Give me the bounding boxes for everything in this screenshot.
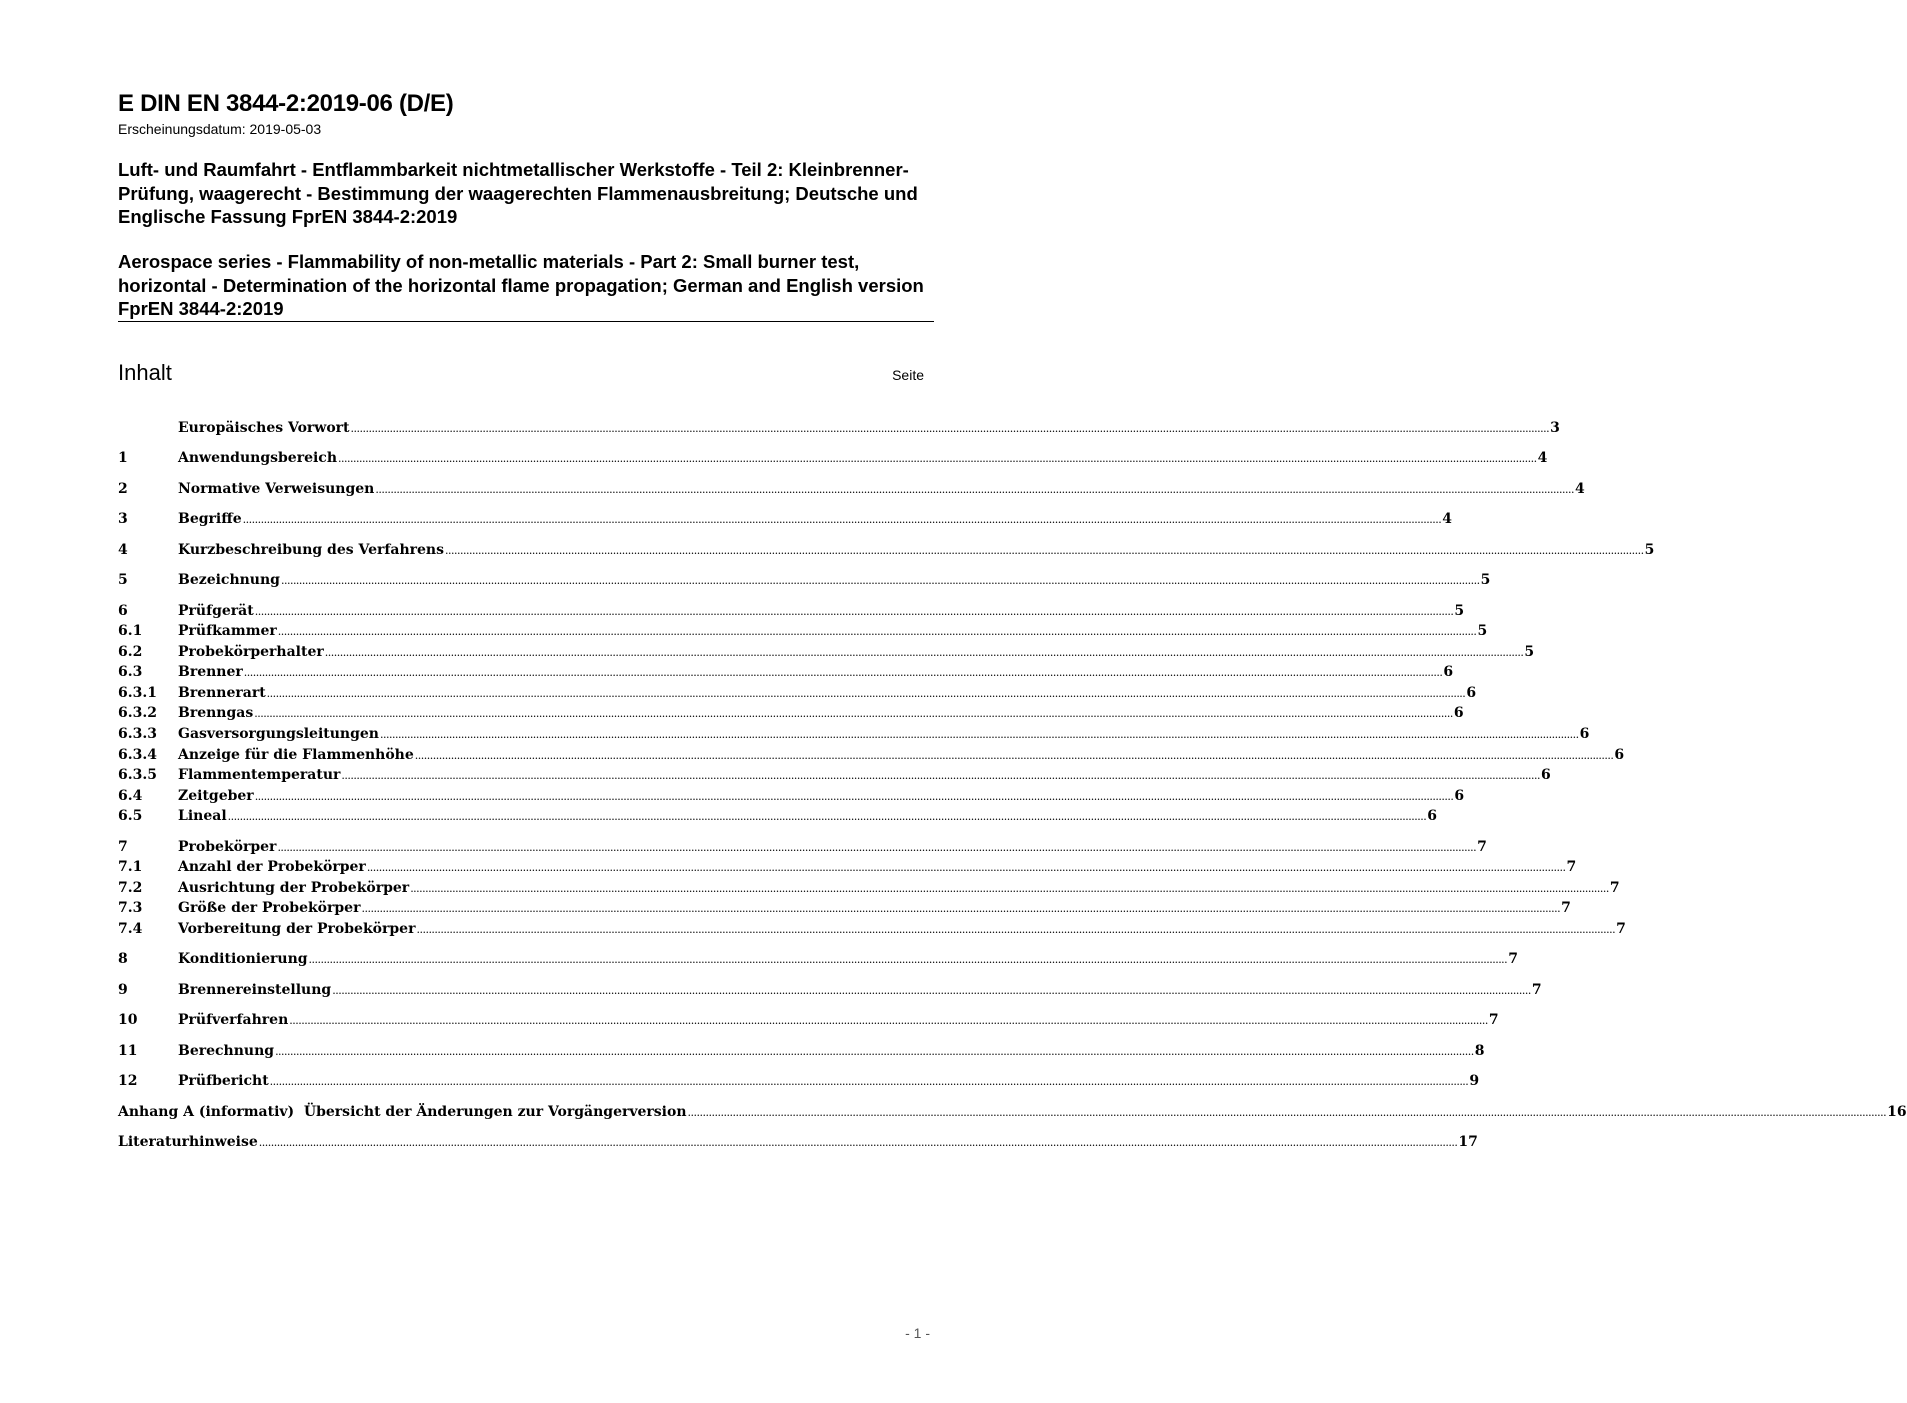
toc-entry-label: Probekörper	[178, 839, 277, 855]
toc-leader-dots: ................................................................................................................................................................................................................................................................................................................................................................................................................	[243, 666, 1443, 679]
toc-entry-number: 4	[118, 542, 128, 558]
toc-entry-page: 6	[1427, 808, 1438, 824]
toc-entry-number: 6.3.5	[118, 767, 157, 783]
toc-entry-number: 12	[118, 1073, 138, 1089]
toc-entry-number: 9	[118, 982, 128, 998]
toc-entry-label: Vorbereitung der Probekörper	[178, 921, 416, 937]
toc-leader-dots: ................................................................................................................................................................................................................................................................................................................................................................................................................	[254, 605, 1454, 618]
toc-entry-page: 4	[1575, 481, 1585, 497]
toc-entry-page: 5	[1477, 623, 1488, 639]
toc-entry-label: Brennereinstellung	[178, 982, 332, 998]
toc-entry[interactable]	[118, 621, 1488, 641]
toc-leader-dots: ................................................................................................................................................................................................................................................................................................................................................................................................................	[338, 452, 1537, 465]
toc-entry-number: 5	[118, 572, 128, 588]
toc-leader-dots: ................................................................................................................................................................................................................................................................................................................................................................................................................	[379, 728, 1579, 741]
english-title: Aerospace series - Flammability of non-metallic materials - Part 2: Small burner test, horizontal - Determination of the horizontal flame propagation; German and English version FprEN 3844-2:2019	[118, 251, 924, 319]
toc-entry-number: 10	[118, 1012, 138, 1028]
toc-leader-dots: ................................................................................................................................................................................................................................................................................................................................................................................................................	[341, 769, 1541, 782]
toc-entry[interactable]	[118, 1132, 1478, 1152]
toc-entry-number: 2	[118, 481, 128, 497]
toc-entry-page: 6	[1453, 705, 1464, 721]
toc-entry-number: 6.5	[118, 808, 143, 824]
toc-entry-label: Anzeige für die Flammenhöhe	[178, 747, 414, 763]
toc-entry[interactable]	[118, 980, 1542, 1000]
toc-entry-label: Gasversorgungsleitungen	[178, 726, 379, 742]
toc-entry-number: 6.1	[118, 623, 143, 639]
toc-entry-page: 16	[1887, 1104, 1907, 1120]
toc-entry-number: 6.3.2	[118, 705, 157, 721]
toc-entry-label: Prüfverfahren	[178, 1012, 289, 1028]
toc-entry-page: 4	[1537, 450, 1548, 466]
toc-entry[interactable]	[118, 1102, 1907, 1122]
toc-entry[interactable]	[118, 878, 1620, 898]
toc-entry-label: Prüfbericht	[178, 1073, 269, 1089]
toc-entry-page: 5	[1480, 572, 1491, 588]
toc-leader-dots: ................................................................................................................................................................................................................................................................................................................................................................................................................	[277, 625, 1477, 638]
toc-entry-number: 6.3.1	[118, 685, 157, 701]
toc-entry[interactable]	[118, 1071, 1480, 1091]
toc-entry[interactable]	[118, 540, 1655, 560]
toc-entry[interactable]	[118, 806, 1438, 826]
toc-entry-page: 6	[1614, 747, 1625, 763]
toc-entry-label: Prüfgerät	[178, 603, 254, 619]
toc-leader-dots: ................................................................................................................................................................................................................................................................................................................................................................................................................	[350, 422, 1550, 435]
toc-entry-number: 1	[118, 450, 128, 466]
toc-entry-label: Europäisches Vorwort	[178, 420, 350, 436]
toc-entry-number: 6.3	[118, 664, 143, 680]
toc-entry-number: 3	[118, 511, 128, 527]
toc-entry-label: Anhang A (informativ) Übersicht der Änderungen zur Vorgängerversion	[118, 1104, 687, 1120]
toc-entry-page: 5	[1644, 542, 1655, 558]
toc-entry[interactable]	[118, 919, 1626, 939]
toc-leader-dots: ................................................................................................................................................................................................................................................................................................................................................................................................................	[687, 1106, 1887, 1119]
toc-entry[interactable]	[118, 662, 1454, 682]
toc-entry-number: 7.2	[118, 880, 143, 896]
toc-entry-page: 3	[1550, 420, 1560, 436]
toc-leader-dots: ................................................................................................................................................................................................................................................................................................................................................................................................................	[414, 749, 1614, 762]
toc-leader-dots: ................................................................................................................................................................................................................................................................................................................................................................................................................	[242, 513, 1442, 526]
toc-entry-page: 6	[1454, 788, 1465, 804]
toc-entry[interactable]	[118, 570, 1491, 590]
toc-entry-number: 8	[118, 951, 128, 967]
toc-entry[interactable]	[118, 765, 1551, 785]
toc-entry-label: Berechnung	[178, 1043, 275, 1059]
toc-entry[interactable]	[118, 857, 1577, 877]
toc-entry[interactable]	[118, 479, 1585, 499]
page-number: - 1 -	[905, 1325, 930, 1341]
toc-entry-page: 6	[1466, 685, 1477, 701]
german-title: Luft- und Raumfahrt - Entflammbarkeit nichtmetallischer Werkstoffe - Teil 2: Kleinbrenner-Prüfung, waagerecht - Bestimmung der waagerechten Flammenausbreitung; Deutsche und Englische Fassung FprEN 3844-2:2019	[118, 159, 918, 227]
toc-entry-label: Probekörperhalter	[178, 644, 324, 660]
toc-entry-page: 5	[1454, 603, 1465, 619]
toc-leader-dots: ................................................................................................................................................................................................................................................................................................................................................................................................................	[280, 574, 1480, 587]
toc-leader-dots: ................................................................................................................................................................................................................................................................................................................................................................................................................	[366, 861, 1566, 874]
toc-entry[interactable]	[118, 1010, 1499, 1030]
toc-entry-number: 6.4	[118, 788, 143, 804]
toc-entry-label: Kurzbeschreibung des Verfahrens	[178, 542, 444, 558]
toc-leader-dots: ................................................................................................................................................................................................................................................................................................................................................................................................................	[375, 483, 1574, 496]
toc-entry-page: 7	[1561, 900, 1571, 916]
toc-entry-page: 4	[1442, 511, 1453, 527]
toc-entry-number: 6.2	[118, 644, 143, 660]
toc-entry-page: 7	[1566, 859, 1577, 875]
toc-entry-label: Lineal	[178, 808, 227, 824]
toc-entry-label: Flammentemperatur	[178, 767, 341, 783]
toc-entry-number: 11	[118, 1043, 138, 1059]
toc-entry-page: 7	[1531, 982, 1542, 998]
toc-entry[interactable]	[118, 703, 1464, 723]
title-divider	[118, 321, 934, 322]
toc-leader-dots: ................................................................................................................................................................................................................................................................................................................................................................................................................	[254, 707, 1453, 720]
toc-entry[interactable]	[118, 837, 1487, 857]
toc-entry-page: 6	[1579, 726, 1590, 742]
toc-leader-dots: ................................................................................................................................................................................................................................................................................................................................................................................................................	[269, 1075, 1469, 1088]
toc-leader-dots: ................................................................................................................................................................................................................................................................................................................................................................................................................	[332, 984, 1531, 997]
toc-page-column-label: Seite	[892, 367, 924, 383]
toc-entry-page: 7	[1616, 921, 1626, 937]
toc-leader-dots: ................................................................................................................................................................................................................................................................................................................................................................................................................	[324, 646, 1524, 659]
publication-date: Erscheinungsdatum: 2019-05-03	[118, 121, 322, 137]
toc-entry[interactable]	[118, 1041, 1485, 1061]
toc-entry-page: 7	[1488, 1012, 1499, 1028]
toc-entry[interactable]	[118, 601, 1465, 621]
toc-entry-number: 7.1	[118, 859, 143, 875]
toc-entry[interactable]	[118, 745, 1625, 765]
toc-entry-label: Bezeichnung	[178, 572, 280, 588]
toc-entry[interactable]	[118, 724, 1590, 744]
toc-entry-number: 6	[118, 603, 128, 619]
toc-entry-label: Prüfkammer	[178, 623, 277, 639]
toc-entry[interactable]	[118, 509, 1453, 529]
toc-entry[interactable]	[118, 786, 1465, 806]
toc-entry-label: Ausrichtung der Probekörper	[178, 880, 410, 896]
toc-entry-label: Literaturhinweise	[118, 1134, 258, 1150]
toc-entry[interactable]	[118, 642, 1535, 662]
toc-leader-dots: ................................................................................................................................................................................................................................................................................................................................................................................................................	[361, 902, 1561, 915]
toc-entry-number: 7.4	[118, 921, 143, 937]
toc-entry-label: Begriffe	[178, 511, 242, 527]
toc-leader-dots: ................................................................................................................................................................................................................................................................................................................................................................................................................	[277, 841, 1477, 854]
toc-leader-dots: ................................................................................................................................................................................................................................................................................................................................................................................................................	[308, 953, 1508, 966]
toc-entry-number: 7	[118, 839, 128, 855]
toc-entry-page: 7	[1508, 951, 1518, 967]
toc-entry[interactable]	[118, 683, 1477, 703]
toc-leader-dots: ................................................................................................................................................................................................................................................................................................................................................................................................................	[266, 687, 1466, 700]
toc-leader-dots: ................................................................................................................................................................................................................................................................................................................................................................................................................	[275, 1045, 1474, 1058]
toc-entry[interactable]	[118, 949, 1518, 969]
toc-entry-page: 9	[1469, 1073, 1480, 1089]
toc-entry-page: 6	[1541, 767, 1551, 783]
toc-heading: Inhalt	[118, 360, 172, 385]
toc-entry-label: Anzahl der Probekörper	[178, 859, 366, 875]
toc-leader-dots: ................................................................................................................................................................................................................................................................................................................................................................................................................	[289, 1014, 1488, 1027]
toc-entry-page: 7	[1477, 839, 1487, 855]
toc-leader-dots: ................................................................................................................................................................................................................................................................................................................................................................................................................	[258, 1136, 1458, 1149]
toc-entry-number: 6.3.4	[118, 747, 157, 763]
toc-leader-dots: ................................................................................................................................................................................................................................................................................................................................................................................................................	[254, 790, 1454, 803]
document-title: E DIN EN 3844-2:2019-06 (D/E)	[118, 90, 454, 117]
toc-entry-label: Brenner	[178, 664, 243, 680]
toc-entry[interactable]	[118, 898, 1571, 918]
toc-entry-label: Größe der Probekörper	[178, 900, 361, 916]
toc-entry[interactable]	[118, 448, 1548, 468]
toc-entry-number: 7.3	[118, 900, 143, 916]
toc-entry-label: Zeitgeber	[178, 788, 254, 804]
toc-entry[interactable]	[118, 418, 1560, 438]
toc-leader-dots: ................................................................................................................................................................................................................................................................................................................................................................................................................	[410, 882, 1609, 895]
toc-entry-page: 6	[1443, 664, 1454, 680]
toc-entry-page: 5	[1524, 644, 1535, 660]
toc-leader-dots: ................................................................................................................................................................................................................................................................................................................................................................................................................	[445, 544, 1644, 557]
toc-entry-label: Anwendungsbereich	[178, 450, 337, 466]
toc-entry-label: Konditionierung	[178, 951, 308, 967]
toc-entry-page: 8	[1474, 1043, 1485, 1059]
toc-entry-label: Brenngas	[178, 705, 254, 721]
toc-entry-label: Normative Verweisungen	[178, 481, 375, 497]
toc-entry-page: 17	[1458, 1134, 1478, 1150]
toc-entry-number: 6.3.3	[118, 726, 157, 742]
toc-leader-dots: ................................................................................................................................................................................................................................................................................................................................................................................................................	[227, 810, 1427, 823]
toc-leader-dots: ................................................................................................................................................................................................................................................................................................................................................................................................................	[416, 923, 1616, 936]
toc-entry-page: 7	[1609, 880, 1620, 896]
toc-entry-label: Brennerart	[178, 685, 266, 701]
